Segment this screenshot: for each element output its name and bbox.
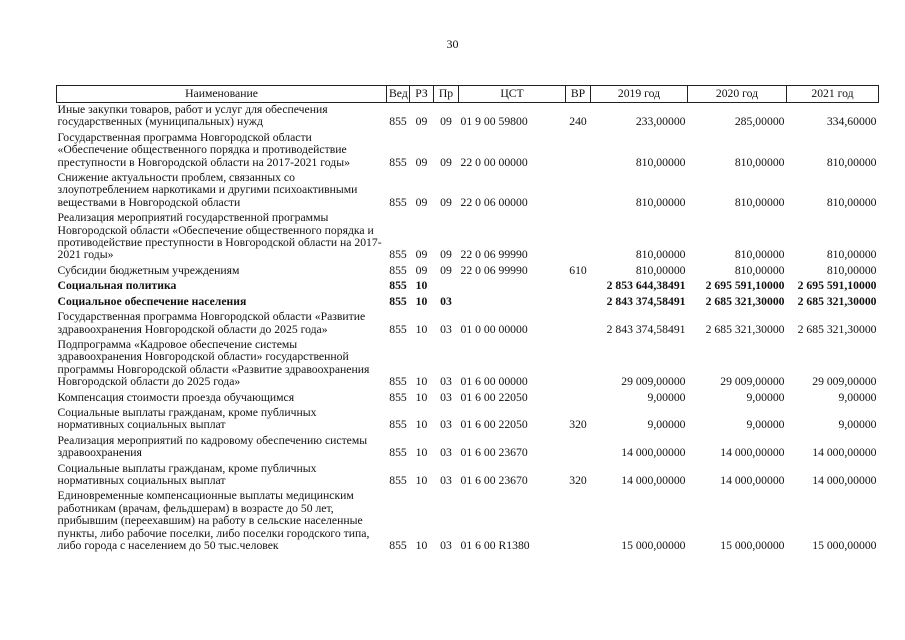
cell-2020: 2 685 321,30000 [705, 294, 785, 308]
cell-name: Социальные выплаты гражданам, кроме публичных нормативных социальных выплат [57, 405, 317, 432]
cell-vr [566, 338, 591, 391]
cell-2020: 14 000,00000 [720, 446, 785, 460]
cell-2020: 9,00000 [746, 390, 785, 404]
table-row [57, 406, 879, 434]
cell-rz: 10 [415, 473, 428, 487]
cell-pr: 03 [440, 473, 452, 487]
cell-2019: 9,00000 [647, 390, 686, 404]
cell-name: Социальная политика [57, 279, 177, 293]
cell-2019: 2 843 374,58491 [606, 322, 686, 336]
cell-2021: 2 695 591,10000 [797, 279, 877, 293]
cell-pr: 03 [440, 322, 452, 336]
table-row [57, 211, 879, 264]
cell-2020: 14 000,00000 [720, 473, 785, 487]
cell-2020: 2 685 321,30000 [705, 322, 785, 336]
cell-rz: 10 [415, 390, 428, 404]
cell-name: Субсидии бюджетным учреждениям [57, 263, 240, 277]
cell-vr [566, 310, 591, 338]
cell-cst [459, 295, 566, 310]
cell-cst: 01 6 00 22050 [460, 390, 528, 404]
header-ved: Вед [387, 86, 410, 103]
cell-pr [434, 279, 459, 294]
cell-rz: 10 [415, 294, 428, 308]
cell-2020: 29 009,00000 [720, 375, 785, 389]
header-2019: 2019 год [591, 86, 688, 103]
cell-ved: 855 [389, 473, 407, 487]
cell-name: Реализация мероприятий по кадровому обеспечению системы здравоохранения [57, 433, 368, 460]
header-2021: 2021 год [787, 86, 879, 103]
cell-cst: 01 6 00 R1380 [460, 539, 530, 552]
cell-2021: 810,00000 [826, 195, 877, 209]
cell-ved: 855 [389, 322, 407, 336]
cell-cst: 22 0 00 00000 [460, 155, 528, 169]
cell-pr: 03 [440, 539, 452, 552]
header-cst: ЦСТ [459, 86, 566, 103]
table-row [57, 434, 879, 462]
cell-name: Подпрограмма «Кадровое обеспечение системы здравоохранения Новгородской области» государственной программы Новгородской области «Развитие здравоохранения Новгородской области до 2025 года» [57, 337, 370, 389]
cell-2020: 810,00000 [734, 195, 785, 209]
cell-2019: 233,00000 [635, 115, 686, 129]
cell-2021: 2 685 321,30000 [797, 294, 877, 308]
budget-table [56, 85, 879, 554]
cell-pr: 09 [440, 155, 452, 169]
cell-cst: 22 0 06 99990 [460, 263, 528, 277]
cell-rz: 10 [415, 418, 428, 432]
cell-vr [566, 171, 591, 211]
cell-rz: 10 [415, 279, 428, 293]
cell-rz: 09 [415, 248, 428, 262]
cell-cst: 22 0 06 99990 [460, 248, 528, 262]
cell-2020: 810,00000 [734, 155, 785, 169]
table-row [57, 279, 879, 294]
cell-2019: 2 853 644,38491 [606, 279, 686, 293]
cell-cst: 01 6 00 22050 [460, 418, 528, 432]
cell-2020: 810,00000 [734, 248, 785, 262]
header-name: Наименование [57, 86, 387, 103]
cell-2019: 810,00000 [635, 263, 686, 277]
cell-pr: 03 [440, 390, 452, 404]
header-rz: РЗ [410, 86, 434, 103]
cell-ved: 855 [389, 263, 407, 277]
cell-pr: 09 [440, 263, 452, 277]
cell-pr: 09 [440, 195, 452, 209]
cell-name: Социальные выплаты гражданам, кроме публичных нормативных социальных выплат [57, 461, 317, 487]
cell-2021: 15 000,00000 [812, 539, 877, 552]
table-header-row [57, 86, 879, 103]
cell-name: Государственная программа Новгородской области «Развитие здравоохранения Новгородской области до 2025 года» [57, 310, 366, 336]
cell-2019: 14 000,00000 [621, 446, 686, 460]
header-vr: ВР [566, 86, 591, 103]
cell-name: Социальное обеспечение населения [57, 294, 247, 308]
cell-2021: 334,60000 [826, 115, 877, 129]
cell-vr [566, 131, 591, 171]
cell-2021: 810,00000 [826, 248, 877, 262]
cell-2019: 810,00000 [635, 248, 686, 262]
cell-rz: 09 [415, 155, 428, 169]
table-row [57, 103, 879, 131]
cell-rz: 09 [415, 115, 428, 129]
cell-ved: 855 [389, 248, 407, 262]
cell-2019: 14 000,00000 [621, 473, 686, 487]
cell-cst: 01 6 00 23670 [460, 473, 528, 487]
cell-ved: 855 [389, 294, 407, 308]
cell-ved: 855 [389, 418, 407, 432]
cell-vr [566, 279, 591, 294]
cell-vr: 610 [569, 263, 587, 277]
cell-ved: 855 [389, 155, 407, 169]
cell-pr: 03 [440, 446, 452, 460]
cell-vr [566, 489, 591, 554]
cell-2019: 15 000,00000 [621, 539, 686, 552]
table-row [57, 338, 879, 391]
cell-rz: 10 [415, 322, 428, 336]
cell-pr: 09 [440, 248, 452, 262]
table-row [57, 310, 879, 338]
cell-2019: 810,00000 [635, 195, 686, 209]
cell-rz: 10 [415, 539, 428, 552]
cell-vr [566, 295, 591, 310]
cell-2020: 9,00000 [746, 418, 785, 432]
cell-ved: 855 [389, 115, 407, 129]
table-row [57, 391, 879, 406]
cell-vr: 320 [569, 473, 587, 487]
cell-ved: 855 [389, 446, 407, 460]
header-2020: 2020 год [688, 86, 787, 103]
cell-ved: 855 [389, 195, 407, 209]
table-row [57, 264, 879, 279]
table-body [57, 103, 879, 555]
page-number: 30 [446, 37, 459, 51]
cell-2020: 810,00000 [734, 263, 785, 277]
cell-2021: 2 685 321,30000 [797, 322, 877, 336]
table-row [57, 462, 879, 490]
cell-2021: 14 000,00000 [812, 446, 877, 460]
cell-vr [566, 391, 591, 406]
cell-vr [566, 434, 591, 462]
cell-2021: 810,00000 [826, 155, 877, 169]
cell-rz: 10 [415, 375, 428, 389]
cell-name: Реализация мероприятий государственной программы Новгородской области «Обеспечение общественного порядка и противодействие преступности в Новгородской области на 2017-2021 годы» [57, 211, 382, 262]
cell-pr: 03 [440, 294, 452, 308]
table-row [57, 131, 879, 171]
cell-vr: 320 [569, 418, 587, 432]
cell-cst [459, 279, 566, 294]
cell-name: Иные закупки товаров, работ и услуг для обеспечения государственных (муниципальных) нужд [57, 103, 328, 129]
cell-cst: 22 0 06 00000 [460, 195, 528, 209]
cell-2020: 2 695 591,10000 [705, 279, 785, 293]
cell-2021: 9,00000 [838, 418, 877, 432]
cell-cst: 01 9 00 59800 [460, 115, 528, 129]
cell-2020: 285,00000 [734, 115, 785, 129]
cell-ved: 855 [389, 539, 407, 552]
cell-name: Государственная программа Новгородской области «Обеспечение общественного порядка и противодействие преступности в Новгородской области на 2017-2021 годы» [57, 130, 350, 169]
cell-ved: 855 [389, 375, 407, 389]
cell-rz: 09 [415, 195, 428, 209]
cell-2020: 15 000,00000 [720, 539, 785, 552]
cell-ved: 855 [389, 279, 407, 293]
cell-cst: 01 0 00 00000 [460, 322, 528, 336]
table-row [57, 295, 879, 310]
cell-2019: 29 009,00000 [621, 375, 686, 389]
table-row [57, 489, 879, 554]
cell-2019: 9,00000 [647, 418, 686, 432]
cell-name: Единовременные компенсационные выплаты медицинским работникам (врачам, фельдшерам) в возрасте до 50 лет, прибывшим (переехавшим) на работу в сельские населенные пункты, либо рабочие поселки, либо поселки городского типа, либо города с населением до 50 тыс.человек [57, 489, 370, 552]
cell-2021: 9,00000 [838, 390, 877, 404]
cell-rz: 10 [415, 446, 428, 460]
cell-2021: 14 000,00000 [812, 473, 877, 487]
cell-pr: 03 [440, 375, 452, 389]
cell-2019: 810,00000 [635, 155, 686, 169]
table-row [57, 171, 879, 211]
cell-2019: 2 843 374,58491 [606, 294, 686, 308]
cell-rz: 09 [415, 263, 428, 277]
cell-2021: 810,00000 [826, 263, 877, 277]
cell-name: Снижение актуальности проблем, связанных со злоупотреблением наркотиками и другими психоактивными веществами в Новгородской области [57, 171, 358, 209]
cell-vr: 240 [569, 115, 587, 129]
cell-2021: 29 009,00000 [812, 375, 877, 389]
cell-cst: 01 6 00 00000 [460, 375, 528, 389]
cell-cst: 01 6 00 23670 [460, 446, 528, 460]
cell-pr: 09 [440, 115, 452, 129]
cell-vr [566, 211, 591, 264]
cell-pr: 03 [440, 418, 452, 432]
cell-name: Компенсация стоимости проезда обучающимся [57, 390, 295, 404]
header-pr: Пр [434, 86, 459, 103]
cell-ved: 855 [389, 390, 407, 404]
